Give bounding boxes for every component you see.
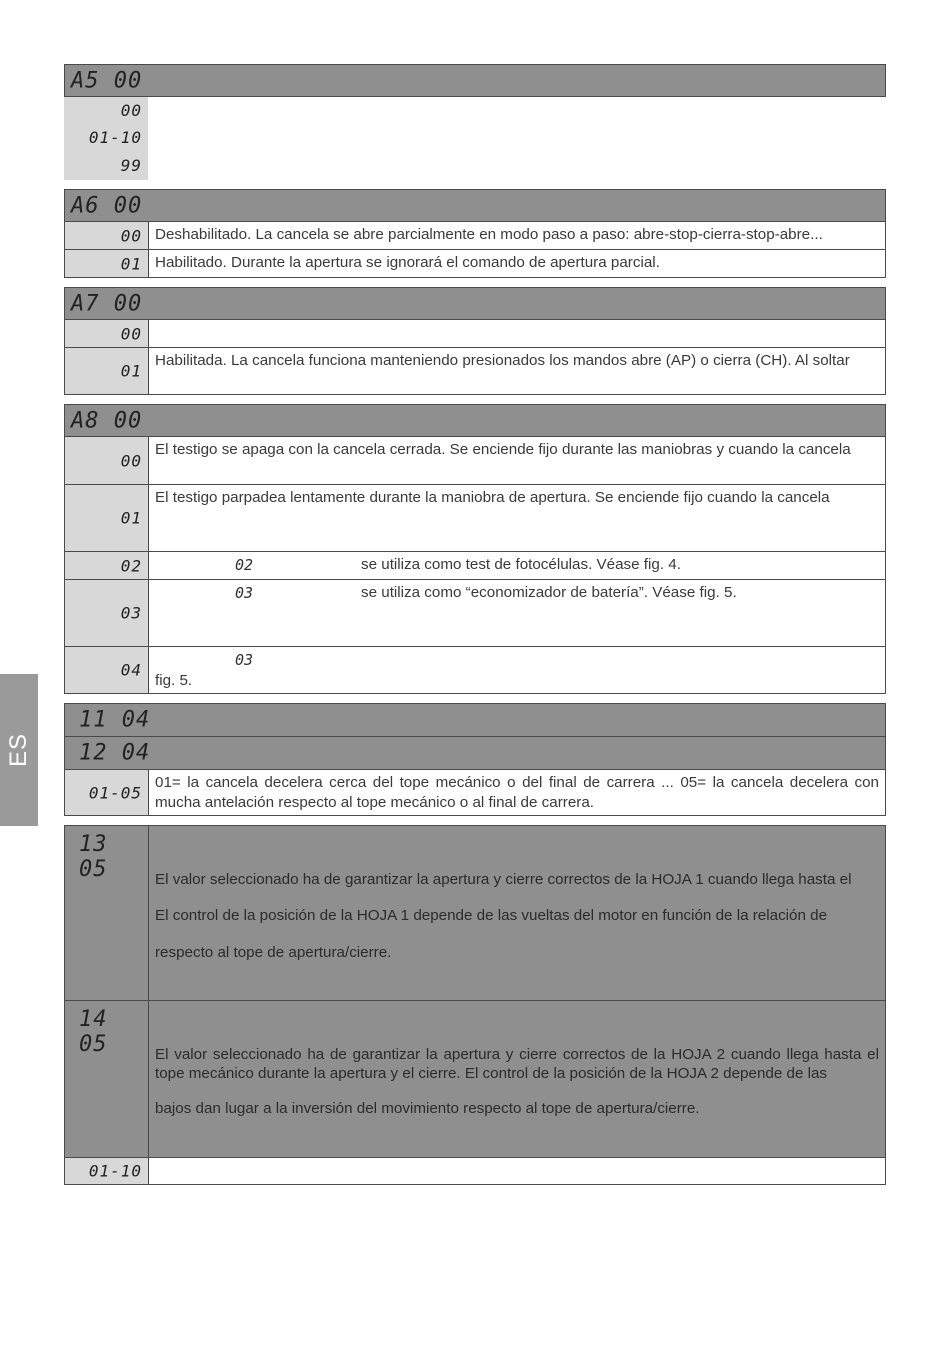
option-code: 01	[120, 508, 142, 528]
option-description: 01= la cancela decelera cerca del tope mecánico o del final de carrera ... 05= la cancela decelera con mucha antelación respecto al tope mecánico o al final de carrera.	[155, 774, 879, 811]
param-code: A7 00	[71, 291, 143, 316]
option-description: Habilitada. La cancela funciona manteniendo presionados los mandos abre (AP) o cierra (CH). Al soltar	[155, 352, 850, 369]
option-code: 00	[120, 451, 142, 470]
option-code: 01-10	[88, 1161, 142, 1181]
table-row	[64, 222, 886, 250]
option-code: 01-10	[88, 128, 142, 147]
param-11-header	[64, 703, 886, 737]
option-description: se utiliza como test de fotocélulas. Véase fig. 4.	[361, 556, 681, 573]
param-a8-block	[64, 404, 886, 694]
language-tab	[0, 674, 38, 826]
table-row	[64, 770, 886, 816]
inline-code: 03	[235, 651, 254, 669]
param-a5-options	[64, 97, 148, 180]
param-11-12-block	[64, 703, 886, 816]
description-line: El control de la posición de la HOJA 1 depende de las vueltas del motor en función de la relación de	[155, 907, 828, 924]
param-a6-block	[64, 189, 886, 278]
param-a8-header	[64, 404, 886, 437]
option-code: 00	[120, 226, 142, 245]
table-row	[64, 485, 886, 552]
description-line: El valor seleccionado ha de garantizar la apertura y cierre correctos de la HOJA 1 cuando llega hasta el	[155, 871, 852, 888]
option-code: 02	[120, 556, 142, 575]
param-a6-header	[64, 189, 886, 222]
param-13-panel	[64, 825, 886, 1001]
option-code: 00	[120, 101, 142, 120]
param-code: 12 04	[79, 740, 151, 766]
param-code: A6 00	[71, 193, 143, 218]
param-a5-header	[64, 64, 886, 97]
table-row	[64, 348, 886, 395]
description-line: respecto al tope de apertura/cierre.	[155, 944, 392, 961]
option-code: 03	[120, 603, 142, 623]
table-row	[64, 580, 886, 647]
option-description: fig. 5.	[155, 672, 193, 689]
param-a7-header	[64, 287, 886, 320]
param-code: 14 05	[79, 1007, 108, 1057]
param-code: 13 05	[79, 832, 108, 882]
option-description: Habilitado. Durante la apertura se ignorará el comando de apertura parcial.	[155, 254, 660, 271]
param-code: A5 00	[71, 68, 143, 93]
table-row	[64, 437, 886, 485]
option-code: 04	[120, 660, 142, 680]
table-row	[64, 1158, 886, 1185]
description-line: El valor seleccionado ha de garantizar la apertura y cierre correctos de la HOJA 2 cuando llega hasta el tope mecánico durante la apertura y el cierre. El control de la posición de la HOJA 2 depende de las	[155, 1046, 879, 1082]
option-code: 01	[120, 361, 142, 381]
option-code: 01-05	[88, 783, 142, 802]
table-row	[64, 647, 886, 694]
table-row	[64, 552, 886, 580]
table-row	[64, 250, 886, 278]
table-row	[64, 320, 886, 348]
param-14-panel	[64, 1000, 886, 1158]
param-14-block	[64, 1000, 886, 1185]
description-line: bajos dan lugar a la inversión del movimiento respecto al tope de apertura/cierre.	[155, 1100, 700, 1117]
param-a7-block	[64, 287, 886, 395]
language-tab-label: ES	[4, 732, 32, 768]
param-a5-block	[64, 64, 886, 180]
option-code: 99	[120, 156, 142, 175]
option-description: se utiliza como “economizador de batería”. Véase fig. 5.	[361, 584, 737, 601]
param-12-header	[64, 737, 886, 770]
inline-code: 02	[235, 556, 254, 574]
param-code: 11 04	[79, 707, 151, 733]
option-code: 01	[120, 254, 142, 273]
param-13-block	[64, 825, 886, 1001]
inline-code: 03	[235, 584, 254, 602]
option-description: Deshabilitado. La cancela se abre parcialmente en modo paso a paso: abre-stop-cierra-stop-abre...	[155, 226, 823, 243]
option-code: 00	[120, 324, 142, 343]
option-description: El testigo parpadea lentamente durante la maniobra de apertura. Se enciende fijo cuando la cancela	[155, 489, 830, 506]
option-description: El testigo se apaga con la cancela cerrada. Se enciende fijo durante las maniobras y cuando la cancela	[155, 441, 851, 458]
param-code: A8 00	[71, 408, 143, 433]
